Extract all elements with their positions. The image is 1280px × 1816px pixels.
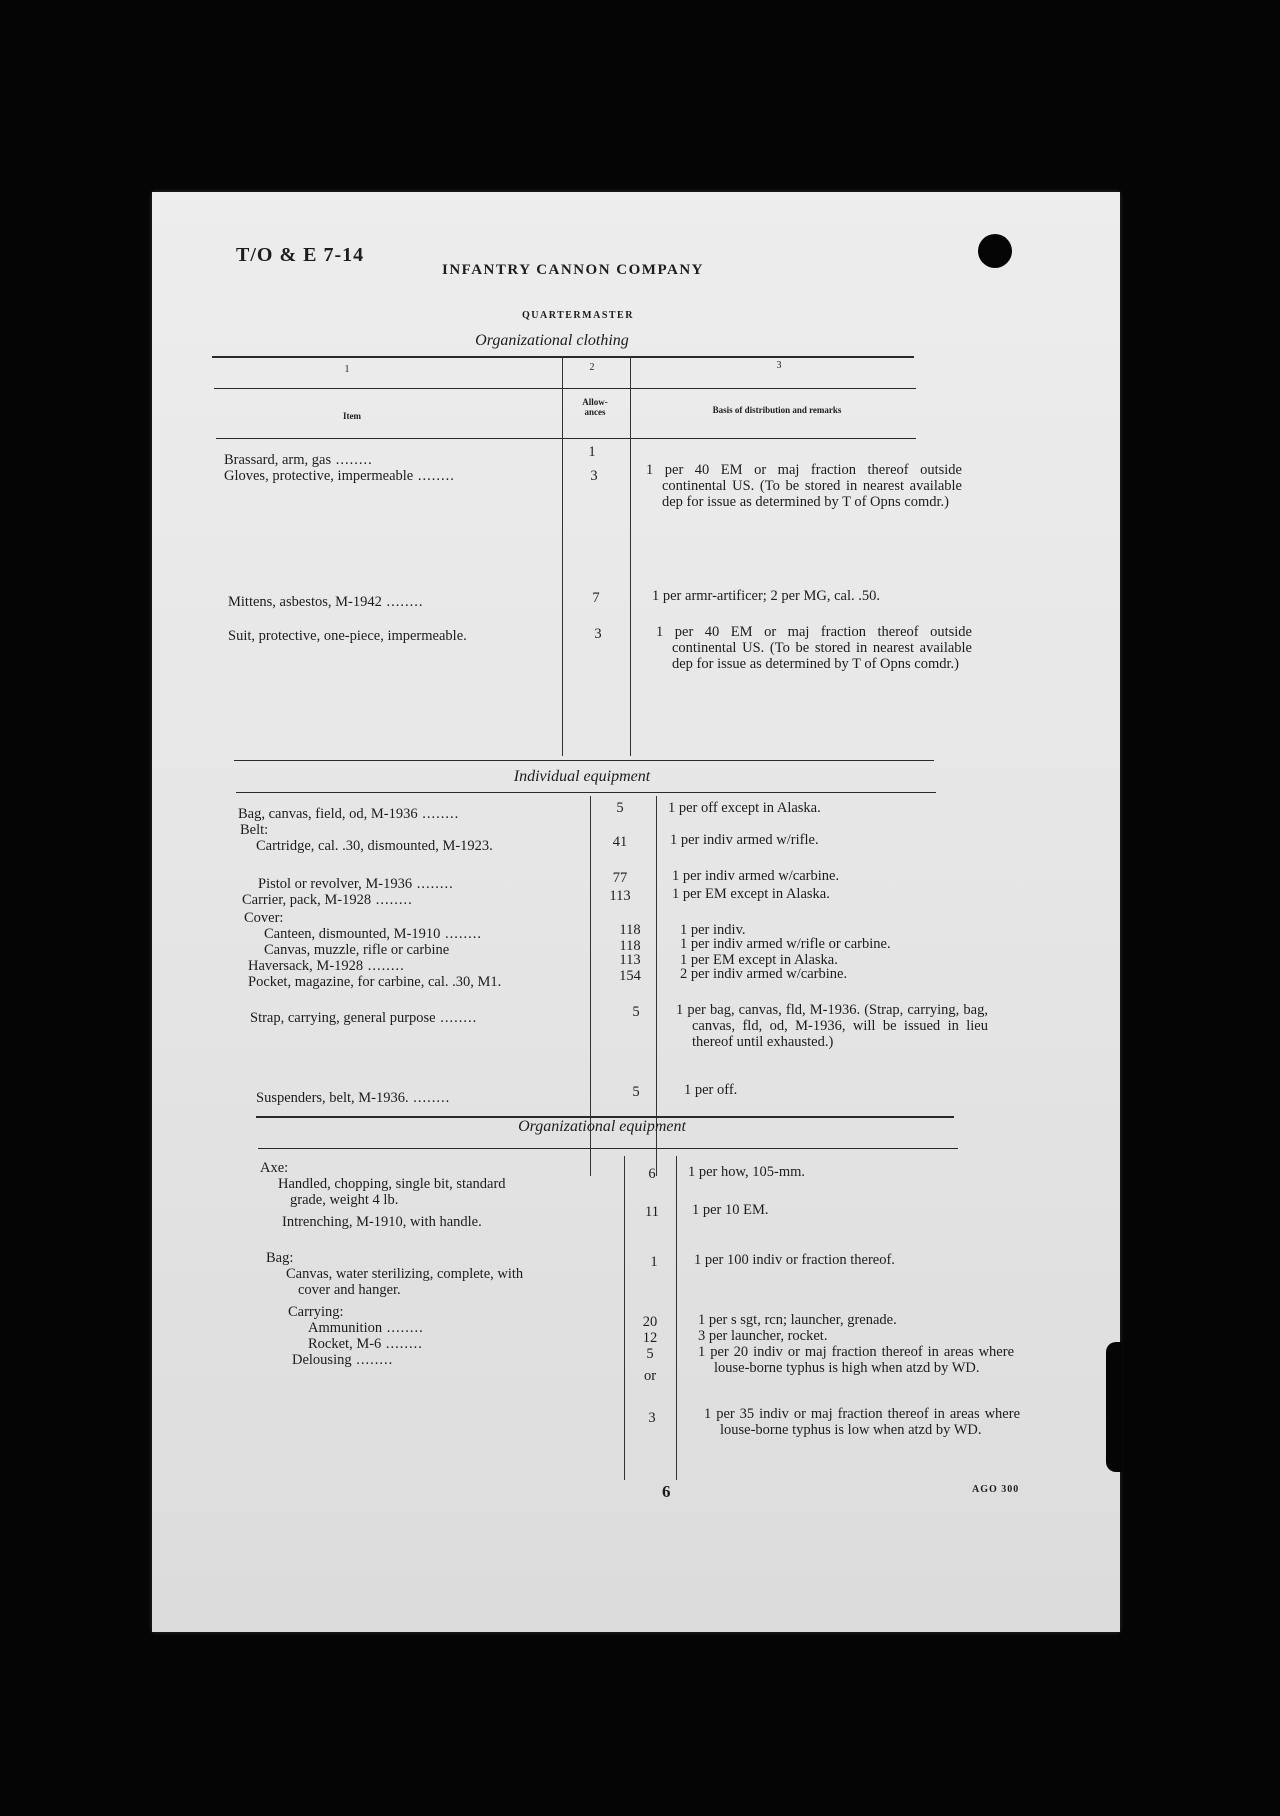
item-remark: 1 per s sgt, rcn; launcher, grenade. (698, 1312, 897, 1328)
item-remark: 1 per EM except in Alaska. (672, 886, 830, 902)
item-name: Haversack, M-1928 ..... (248, 958, 405, 974)
item-remark: 1 per indiv. (680, 922, 746, 938)
document-title: INFANTRY CANNON COMPANY (442, 262, 705, 278)
item-remark: 3 per launcher, rocket. (698, 1328, 828, 1344)
item-name: Handled, chopping, single bit, standard grade, weight 4 lb. (278, 1176, 506, 1208)
item-name: Gloves, protective, impermeable ..... (224, 468, 455, 484)
item-name: Pocket, magazine, for carbine, cal. .30, M1. (248, 974, 502, 990)
item-quantity: 12 (642, 1330, 658, 1346)
subheading-organizational-equipment: Organizational equipment (518, 1118, 686, 1135)
item-quantity: 5 (646, 1346, 654, 1362)
column-header-item: Item (343, 411, 361, 421)
item-name: Suspenders, belt, M-1936. ..... (256, 1090, 450, 1106)
item-name: Carrying: (288, 1304, 344, 1320)
table-rule (236, 792, 936, 793)
document-code: T/O & E 7-14 (236, 244, 365, 266)
item-name: Rocket, M-6 ..... (308, 1336, 423, 1352)
item-remark: 1 per off. (684, 1082, 738, 1098)
page-notch (1106, 1342, 1122, 1472)
item-quantity: 154 (619, 968, 641, 984)
item-remark: 1 per indiv armed w/rifle or carbine. (680, 936, 891, 952)
item-remark: 1 per 40 EM or maj fraction thereof outside continental US. (To be stored in nearest available dep for issue as determined by T of Opns comdr.) (646, 462, 962, 510)
item-remark: 1 per indiv armed w/carbine. (672, 868, 840, 884)
item-name: Delousing ..... (292, 1352, 393, 1368)
item-name: Canvas, water sterilizing, complete, with cover and hanger. (286, 1266, 524, 1298)
table-rule (214, 388, 916, 389)
table-rule (216, 438, 916, 439)
column-divider (562, 356, 563, 756)
item-quantity: 113 (609, 888, 631, 904)
item-name: Bag: (266, 1250, 294, 1266)
item-remark: 1 per off except in Alaska. (668, 800, 821, 816)
subheading-organizational-clothing: Organizational clothing (475, 332, 629, 349)
column-number-2: 2 (589, 362, 595, 373)
item-quantity: 11 (645, 1204, 659, 1220)
table-rule (212, 356, 914, 358)
column-header-allowances-2: ances (584, 407, 606, 417)
item-quantity: 41 (612, 834, 628, 850)
item-quantity: 6 (648, 1166, 656, 1182)
item-remark: 1 per 10 EM. (692, 1202, 769, 1218)
item-name: Intrenching, M-1910, with handle. (282, 1214, 482, 1230)
item-remark: 2 per indiv armed w/carbine. (680, 966, 848, 982)
punch-hole (978, 234, 1012, 268)
item-name: Axe: (260, 1160, 289, 1176)
item-quantity: or (643, 1368, 657, 1384)
item-remark: 1 per 40 EM or maj fraction thereof outside continental US. (To be stored in nearest available dep for issue as determined by T of Opns comdr.) (656, 624, 972, 672)
column-divider (676, 1156, 677, 1480)
table-rule (234, 760, 934, 761)
item-name: Ammunition ..... (308, 1320, 424, 1336)
item-name: Pistol or revolver, M-1936 ..... (258, 876, 454, 892)
column-header-remarks: Basis of distribution and remarks (712, 405, 842, 415)
item-quantity: 113 (619, 952, 641, 968)
item-remark: 1 per 20 indiv or maj fraction thereof in areas where louse-borne typhus is high when atzd by WD. (698, 1344, 1014, 1376)
item-name: Canvas, muzzle, rifle or carbine (264, 942, 450, 958)
item-name: Cover: (244, 910, 284, 926)
item-quantity: 5 (632, 1004, 640, 1020)
item-quantity: 1 (650, 1254, 658, 1270)
item-remark: 1 per bag, canvas, fld, M-1936. (Strap, carrying, bag, canvas, fld, od, M-1936, will be issued in lieu thereof until exhausted.) (676, 1002, 988, 1050)
item-quantity: 3 (594, 626, 602, 642)
item-quantity: 118 (619, 922, 641, 938)
item-quantity: 5 (616, 800, 624, 816)
item-name: Brassard, arm, gas ..... (224, 452, 373, 468)
item-remark: 1 per armr-artificer; 2 per MG, cal. .50. (652, 588, 880, 604)
column-number-1: 1 (344, 364, 350, 375)
ago-number: AGO 300 (972, 1484, 1020, 1495)
item-remark: 1 per indiv armed w/rifle. (670, 832, 819, 848)
item-name: Strap, carrying, general purpose ..... (250, 1010, 477, 1026)
document-page (152, 192, 1120, 1632)
item-quantity: 118 (619, 938, 641, 954)
item-name: Suit, protective, one-piece, impermeable. (228, 628, 467, 644)
item-name: Belt: (240, 822, 269, 838)
item-remark: 1 per how, 105-mm. (688, 1164, 806, 1180)
item-quantity: 7 (592, 590, 600, 606)
column-divider (624, 1156, 625, 1480)
item-quantity: 5 (632, 1084, 640, 1100)
item-quantity: 3 (648, 1410, 656, 1426)
item-quantity: 20 (642, 1314, 658, 1330)
column-header-allowances-1: Allow- (582, 397, 608, 407)
table-rule (258, 1148, 958, 1149)
page-number: 6 (662, 1482, 671, 1501)
item-name: Canteen, dismounted, M-1910 ..... (264, 926, 482, 942)
item-remark: 1 per 100 indiv or fraction thereof. (694, 1252, 895, 1268)
item-name: Carrier, pack, M-1928 ..... (242, 892, 413, 908)
item-remark: 1 per EM except in Alaska. (680, 952, 838, 968)
item-quantity: 1 (588, 444, 596, 460)
item-quantity: 3 (590, 468, 598, 484)
item-name: Mittens, asbestos, M-1942 ..... (228, 594, 423, 610)
item-remark: 1 per 35 indiv or maj fraction thereof in areas where louse-borne typhus is low when atzd by WD. (704, 1406, 1020, 1438)
section-title: QUARTERMASTER (522, 310, 634, 321)
item-name: Bag, canvas, field, od, M-1936 ..... (238, 806, 459, 822)
subheading-individual-equipment: Individual equipment (513, 768, 651, 785)
item-quantity: 77 (612, 870, 628, 886)
column-number-3: 3 (776, 360, 782, 371)
column-divider (630, 356, 631, 756)
item-name: Cartridge, cal. .30, dismounted, M-1923. (256, 838, 493, 854)
